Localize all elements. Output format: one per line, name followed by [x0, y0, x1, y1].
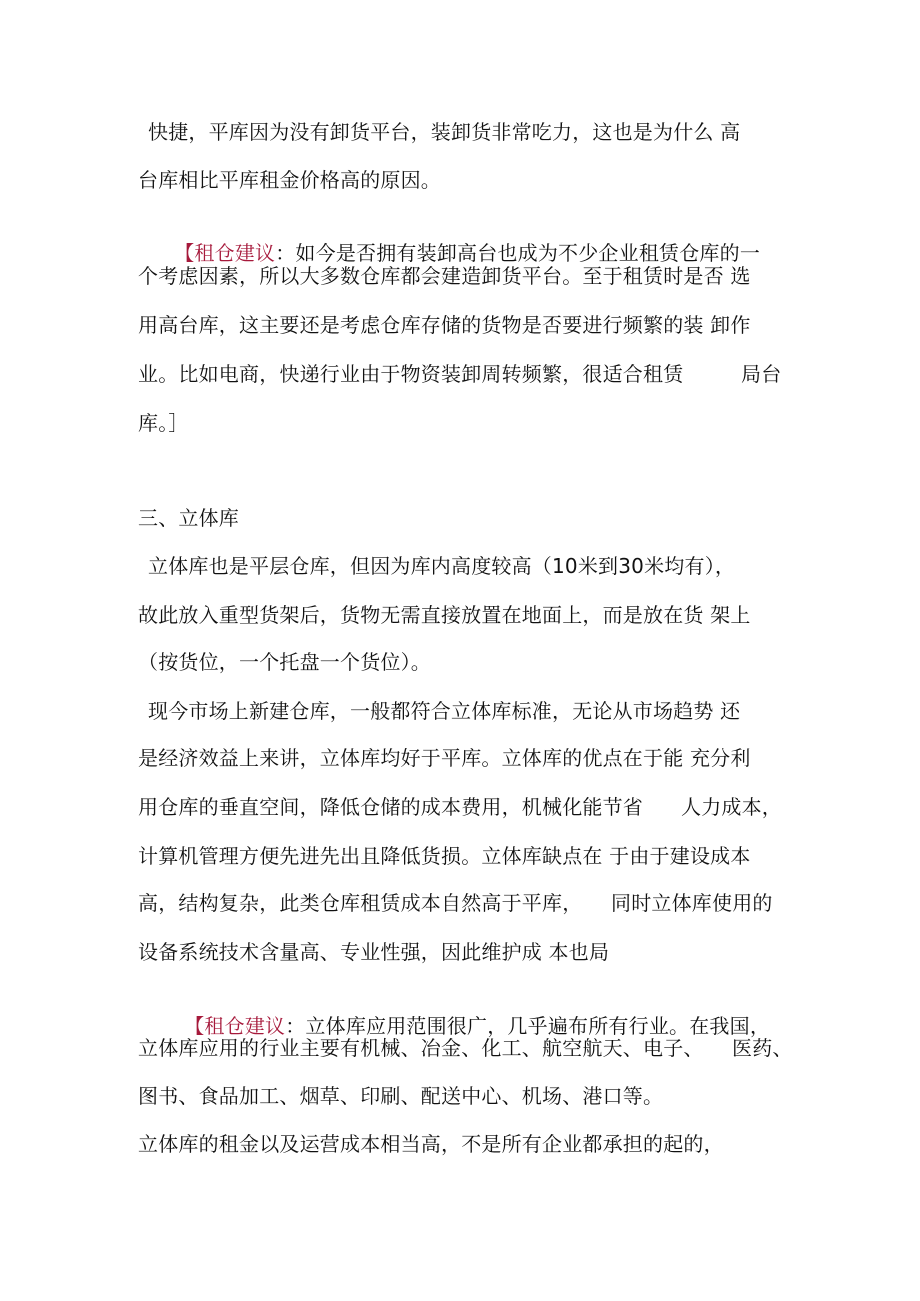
advice-text: ：如今是否拥有装卸高台也成为不少企业租赁仓库的一 [275, 241, 761, 265]
paragraph-line: （按货位，一个托盘一个货位）。 [138, 650, 431, 674]
paragraph-line: 高，结构复杂，此类仓库租赁成本自然高于平库， [138, 891, 583, 915]
paragraph-fragment: 同时立体库使用的 [611, 891, 773, 915]
advice-label: 【租仓建议 [174, 241, 276, 265]
advice-text: ：立体库应用范围很广，几乎遍布所有行业。在我国， [285, 1014, 771, 1038]
paragraph-line: 计算机管理方便先进先出且降低货损。立体库缺点在 于由于建设成本 [138, 844, 751, 868]
paragraph-fragment: 人力成本， [681, 795, 782, 819]
paragraph-line: 故此放入重型货架后，货物无需直接放置在地面上，而是放在货 架上 [138, 603, 751, 627]
paragraph-fragment: 医药、 [732, 1036, 793, 1060]
paragraph-line: 立体库的租金以及运营成本相当高，不是所有企业都承担的起的， [138, 1132, 724, 1156]
paragraph-line: 用高台库，这主要还是考虑仓库存储的货物是否要进行频繁的装 卸作 [138, 313, 751, 337]
paragraph-line: 用仓库的垂直空间，降低仓储的成本费用，机械化能节省 [138, 795, 643, 819]
paragraph-line: 库。］ [138, 411, 189, 435]
paragraph-line: 设备系统技术含量高、专业性强，因此维护成 本也局 [138, 940, 610, 964]
advice-label: 【租仓建议 [184, 1014, 286, 1038]
paragraph-line: 业。比如电商，快递行业由于物资装卸周转频繁，很适合租赁 [138, 362, 684, 386]
paragraph-fragment: 局台 [741, 362, 782, 386]
paragraph-line: 图书、食品加工、烟草、印刷、配送中心、机场、港口等。 [138, 1084, 664, 1108]
paragraph-line: 现今市场上新建仓库，一般都符合立体库标准，无论从市场趋势 还 [148, 699, 741, 723]
paragraph-line: 是经济效益上来讲，立体库均好于平库。立体库的优点在于能 充分利 [138, 746, 751, 770]
section-heading: 三、立体库 [138, 506, 239, 530]
paragraph-line: 立体库应用的行业主要有机械、冶金、化工、航空航天、电子、 [138, 1036, 704, 1060]
paragraph-line: 个考虑因素，所以大多数仓库都会建造卸货平台。至于租赁时是否 选 [138, 264, 751, 288]
paragraph-line: 立体库也是平层仓库，但因为库内高度较高（10米到30米均有）， [148, 554, 736, 578]
paragraph-line: 快捷，平库因为没有卸货平台，装卸货非常吃力，这也是为什么 高 [148, 120, 741, 144]
paragraph-line: 台库相比平库租金价格高的原因。 [138, 168, 441, 192]
